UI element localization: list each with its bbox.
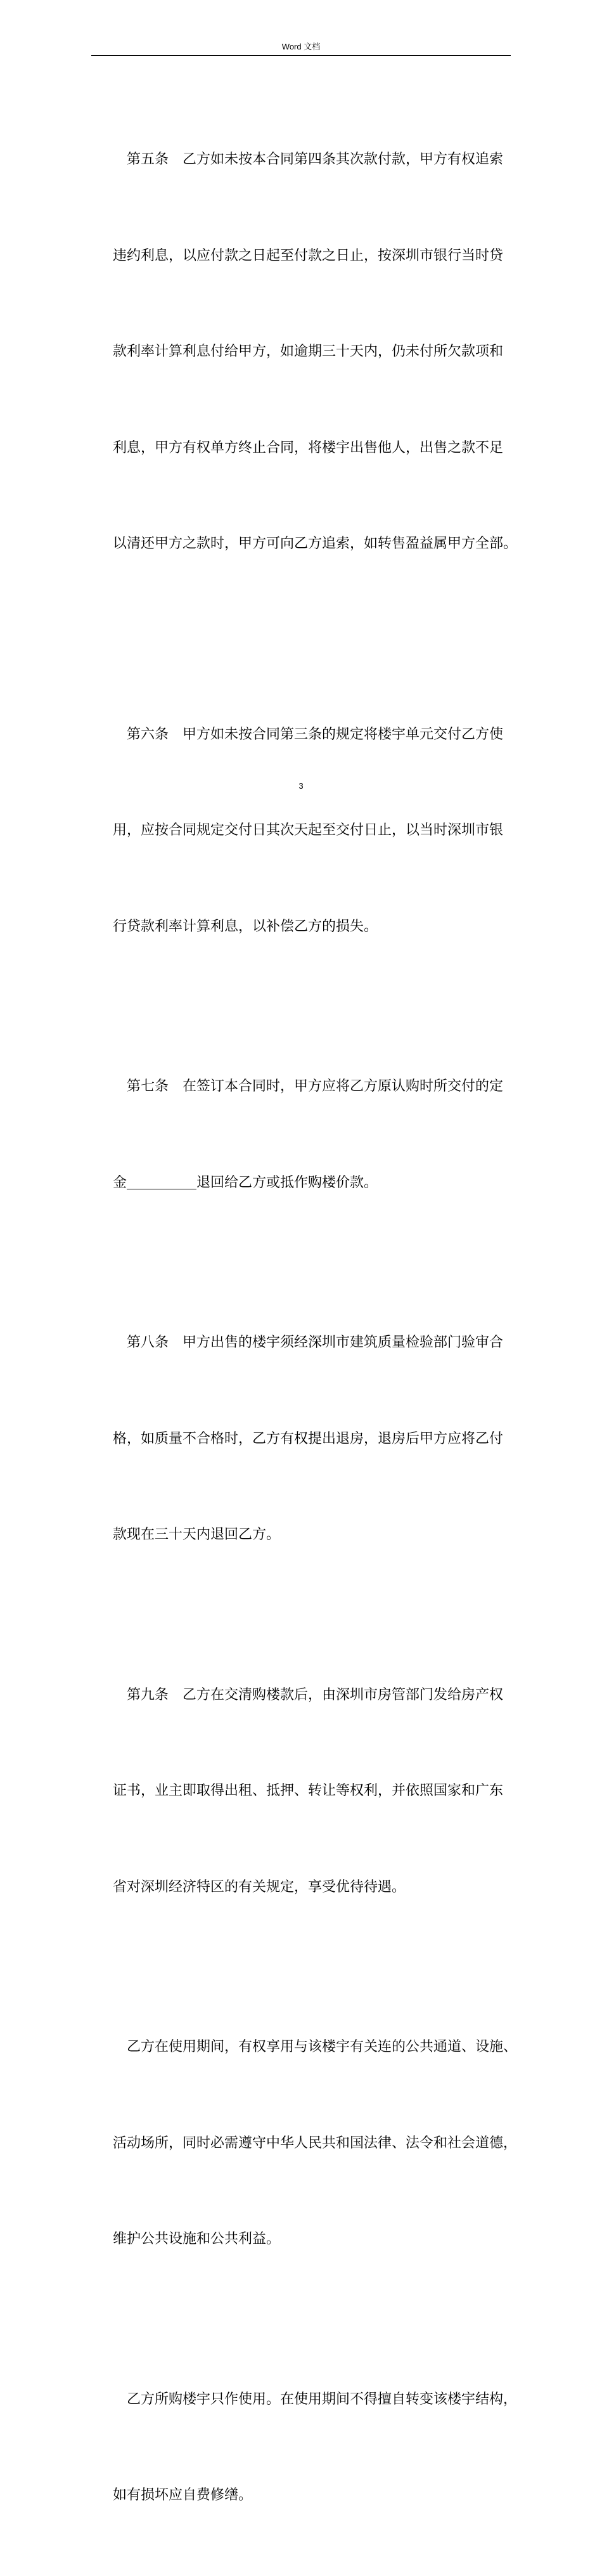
article-9-line-3: 省对深圳经济特区的有关规定，享受优待待遇。 xyxy=(113,1879,406,1895)
article-5-line-4: 利息，甲方有权单方终止合同，将楼宇出售他人，出售之款不足 xyxy=(113,439,504,456)
header-divider xyxy=(91,55,511,56)
document-body xyxy=(113,80,518,2576)
article-6-line-1: 第六条 甲方如未按合同第三条的规定将楼宇单元交付乙方使 xyxy=(127,726,504,742)
usage-line-3: 维护公共设施和公共利益。 xyxy=(113,2231,281,2247)
usage-line-1: 乙方在使用期间，有权享用与该楼宇有关连的公共通道、设施、 xyxy=(127,2039,518,2055)
deposit-amount-blank xyxy=(127,1175,196,1189)
structure-line-1: 乙方所购楼宇只作使用。在使用期间不得擅自转变该楼宇结构， xyxy=(127,2391,518,2407)
article-6-line-2: 用，应按合同规定交付日其次天起至交付日止，以当时深圳市银 xyxy=(113,822,504,838)
article-8-line-2: 格，如质量不合格时，乙方有权提出退房，退房后甲方应将乙付 xyxy=(113,1430,504,1447)
article-6-line-3: 行贷款利率计算利息，以补偿乙方的损失。 xyxy=(113,918,378,935)
paragraph-gap xyxy=(113,625,515,655)
article-5-line-2: 违约利息，以应付款之日起至付款之日止，按深圳市银行当时贷 xyxy=(113,247,504,264)
article-7-line-2-post: 退回给乙方或抵作购楼价款。 xyxy=(196,1174,378,1191)
article-7-line-2 xyxy=(113,1167,515,1200)
usage-rights-paragraph xyxy=(113,1967,518,2320)
article-6 xyxy=(113,655,515,1007)
page-number: 3 xyxy=(298,781,304,791)
article-9-line-2: 证书，业主即取得出租、抵押、转让等权利，并依照国家和广东 xyxy=(113,1783,504,1799)
article-5-line-5: 以清还甲方之款时，甲方可向乙方追索，如转售盈益属甲方全部。 xyxy=(113,536,518,552)
article-8 xyxy=(113,1263,515,1615)
article-5-line-3: 款利率计算利息付给甲方，如逾期三十天内，仍未付所欠款项和 xyxy=(113,344,504,359)
article-8-line-1: 第八条 甲方出售的楼宇须经深圳市建筑质量检验部门验审合 xyxy=(127,1335,504,1350)
usage-line-2: 活动场所，同时必需遵守中华人民共和国法律、法令和社会道德， xyxy=(113,2135,518,2151)
page-header-title: Word 文档 xyxy=(281,42,321,51)
article-5 xyxy=(113,80,518,625)
article-7 xyxy=(113,1007,515,1263)
article-5-line-1: 第五条 乙方如未按本合同第四条其次款付款，甲方有权追索 xyxy=(127,152,504,167)
article-8-line-3: 款现在三十天内退回乙方。 xyxy=(113,1527,281,1543)
article-9 xyxy=(113,1615,515,1968)
article-7-line-2-pre: 金 xyxy=(113,1174,127,1191)
article-7-line-1: 第七条 在签订本合同时，甲方应将乙方原认购时所交付的定 xyxy=(127,1078,504,1094)
article-9-line-1: 第九条 乙方在交清购楼款后，由深圳市房管部门发给房产权 xyxy=(127,1686,504,1703)
structure-paragraph xyxy=(113,2320,518,2576)
structure-line-2: 如有损坏应自费修缮。 xyxy=(113,2487,253,2503)
